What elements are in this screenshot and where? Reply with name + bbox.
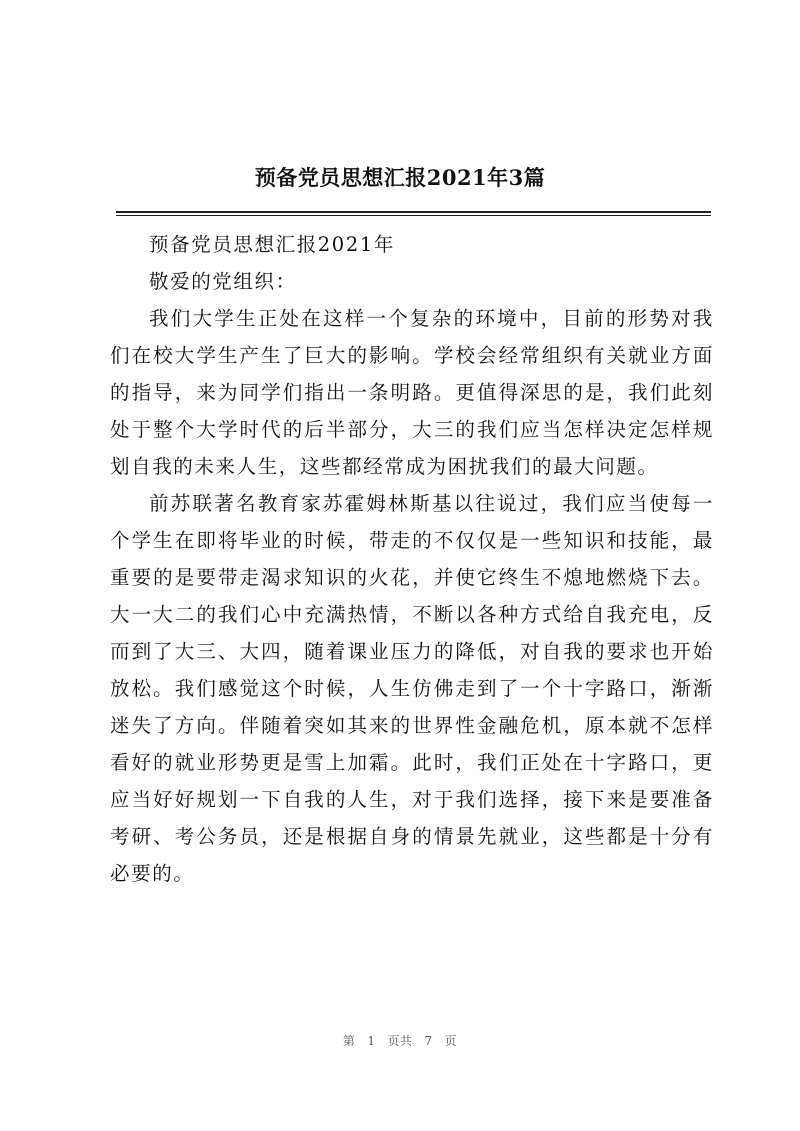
paragraph: 前苏联著名教育家苏霍姆林斯基以往说过，我们应当使每一个学生在即将毕业的时候，带走的不仅仅是一些知识和技能，最重要的是要带走渴求知识的火花，并使它终生不熄地燃烧下去。大一大二的我们心中充满热情，不断以各种方式给自我充电，反而到了大三、大四，随着课业压力的降低，对自我的要求也开始放松。我们感觉这个时候，人生仿佛走到了一个十字路口，渐渐迷失了方向。伴随着突如其来的世界性金融危机，原本就不怎样看好的就业形势更是雪上加霜。此时，我们正处在十字路口，更应当好好规划一下自我的人生，对于我们选择，接下来是要准备考研、考公务员，还是根据自身的情景先就业，这些都是十分有必要的。 [110, 492, 714, 885]
paragraph-salutation: 敬爱的党组织： [149, 270, 297, 293]
paragraph: 我们大学生正处在这样一个复杂的环境中，目前的形势对我们在校大学生产生了巨大的影响。学校会经常组织有关就业方面的指导，来为同学们指出一条明路。更值得深思的是，我们此刻处于整个大学时代的后半部分，大三的我们应当怎样决定怎样规划自我的未来人生，这些都经常成为困扰我们的最大问题。 [110, 307, 714, 478]
footer-prefix: 第 [342, 1034, 356, 1048]
document-body [110, 226, 714, 892]
document-title: 预备党员思想汇报2021年3篇 [254, 165, 546, 190]
page-footer [0, 1032, 800, 1049]
footer-mid: 页共 [387, 1034, 413, 1048]
page-number: 1 [367, 1034, 376, 1048]
title-divider [116, 211, 711, 216]
footer-suffix: 页 [444, 1034, 458, 1048]
total-pages: 7 [424, 1034, 433, 1048]
paragraph-heading: 预备党员思想汇报2021年 [149, 233, 395, 256]
